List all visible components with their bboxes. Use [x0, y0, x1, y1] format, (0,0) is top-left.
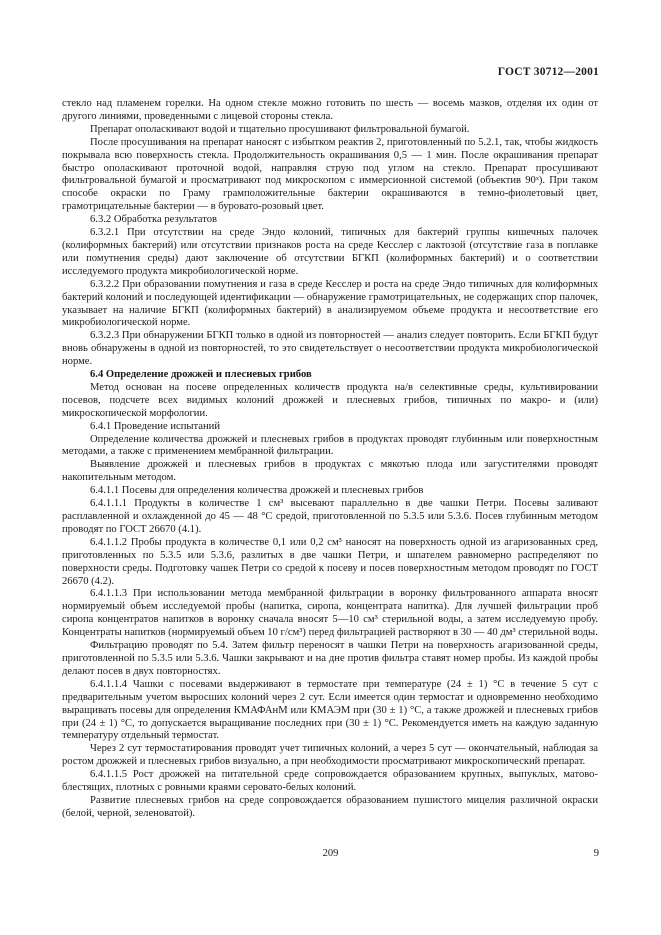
paragraph: стекло над пламенем горелки. На одном стекле можно готовить по шесть — восемь мазков, отделяя их один от другого линиями, проведенными с лицевой стороны стекла.: [62, 98, 598, 122]
paragraph: Препарат ополаскивают водой и тщательно просушивают фильтровальной бумагой.: [90, 123, 470, 135]
paragraph: 6.4.1.1.2 Пробы продукта в количестве 0,1 или 0,2 см³ наносят на поверхность одной из агаризованных сред, приготовленных по 5.3.5 или 5.3.6, разлитых в две чашки Петри, и шпателем равномерно распределяют по поверхности среды. Подготовку чашек Петри со средой к посеву и посев поверхностным методом проводят по ГОСТ 26670 (4.2).: [62, 536, 598, 587]
page-number: 209: [322, 848, 339, 859]
paragraph: 6.3.2.1 При отсутствии на среде Эндо колоний, типичных для бактерий группы кишечных палочек (колиформных бактерий) или отсутствии признаков роста на среде Кесслер с лактозой (отсутствие газа в поплавке или помутнения среды) дают заключение об отсутствии БГКП (колиформных бактерий) и о соответствии исследуемого продукта микробиологической норме.: [62, 227, 598, 277]
paragraph: Через 2 сут термостатирования проводят учет типичных колоний, а через 5 сут — окончательный, наблюдая за ростом дрожжей и плесневых грибов визуально, а при необходимости просматривают микроскопический препарат.: [62, 743, 598, 768]
paragraph: 6.4.1.1.4 Чашки с посевами выдерживают в термостате при температуре (24 ± 1) °С в течение 5 сут с предварительным учетом выросших колоний через 2 сут. Если имеется один термостат и одновременно необходимо выращивать посевы для определения КМАФАнМ или КМАЭМ при (30 ± 1) °С, а также дрожжей и плесневых грибов при (24 ± 1) °С, то допускается выращивание последних при (30 ± 1) °С. Рекомендуется иметь на каждую заданную температуру отдельный термостат.: [62, 678, 598, 742]
paragraph: Фильтрацию проводят по 5.4. Затем фильтр переносят в чашки Петри на поверхность агаризованной среды, приготовленной по 5.3.5 или 5.3.6. Чашки закрывают и на дне против фильтра ставят номер пробы. Из каждой пробы делают посев в двух повторностях.: [62, 640, 598, 677]
paragraph: 6.4.1 Проведение испытаний: [90, 420, 220, 432]
section-heading: 6.4 Определение дрожжей и плесневых грибов: [90, 369, 312, 381]
paragraph: 6.4.1.1.5 Рост дрожжей на питательной среде сопровождается образованием крупных, выпуклых, матово-блестящих, плотных с ровными краями серовато-белых колоний.: [62, 769, 598, 794]
sheet-number: 9: [593, 848, 599, 859]
paragraph: 6.4.1.1.3 При использовании метода мембранной фильтрации в воронку фильтрованного аппарата вносят нормируемый объем исследуемой пробы (напитка, сиропа, концентрата напитка). Для лучшей фильтрации проб сиропа концентратов напитков в воронку сначала вносят 5—10 см³ стерильной воды, а затем исследуемую пробу. Концентраты напитков (нормируемый объем 10 г/см³) перед фильтрацией растворяют в 30 — 40 дм³ стерильной воды.: [62, 588, 598, 639]
paragraph: 6.3.2.2 При образовании помутнения и газа в среде Кесслер и роста на среде Эндо типичных для колиформных бактерий колоний и последующей идентификации — обнаружение грамотрицательных, не содержащих спор палочек, указывает на наличие БГКП (колиформных бактерий) в анализируемом объеме продукта и несоответствие его микробиологической норме.: [62, 278, 598, 329]
standard-header: ГОСТ 30712—2001: [497, 66, 599, 78]
paragraph: 6.4.1.1 Посевы для определения количества дрожжей и плесневых грибов: [90, 485, 424, 497]
paragraph: Определение количества дрожжей и плесневых грибов в продуктах проводят глубинным или поверхностным методами, а также с применением мембранной фильтрации.: [62, 433, 598, 458]
paragraph: Выявление дрожжей и плесневых грибов в продуктах с мякотью плода или загустителями проводят накопительным методом.: [62, 459, 598, 484]
paragraph: 6.3.2 Обработка результатов: [90, 214, 217, 226]
paragraph: После просушивания на препарат наносят с избытком реактив 2, приготовленный по 5.2.1, так, чтобы жидкость покрывала всю поверхность стекла. Продолжительность окрашивания 0,5 — 1 мин. После окрашивания препарат быстро ополаскивают проточной водой, направляя струю под углом на стекло. Препарат просушивают фильтровальной бумагой и просматривают под микроскопом с иммерсионной системой (объектив 90ˣ). При таком способе окраски по Граму грамположительные бактерии окрашиваются в темно-фиолетовый цвет, грамотрицательные бактерии — в буровато-розовый цвет.: [62, 136, 598, 213]
paragraph: 6.3.2.3 При обнаружении БГКП только в одной из повторностей — анализ следует повторить. Если БГКП будут вновь обнаружены в одной из повторностей, то это свидетельствует о несоответствии продукта микробиологической норме.: [62, 330, 598, 368]
paragraph: Метод основан на посеве определенных количеств продукта на/в селективные среды, культивировании посевов, подсчете всех видимых колоний дрожжей и плесневых грибов, типичных по макро- и (или) микроскопической морфологии.: [62, 381, 598, 419]
paragraph: Развитие плесневых грибов на среде сопровождается образованием пушистого мицелия различной окраски (белой, черной, зеленоватой).: [62, 794, 598, 819]
document-body: [62, 98, 598, 821]
paragraph: 6.4.1.1.1 Продукты в количестве 1 см³ высевают параллельно в две чашки Петри. Посевы заливают расплавленной и охлажденной до 45 — 48 °С средой, приготовленной по 5.3.5 или 5.3.6. Посев глубинным методом проводят по ГОСТ 26670 (4.1).: [62, 498, 598, 535]
